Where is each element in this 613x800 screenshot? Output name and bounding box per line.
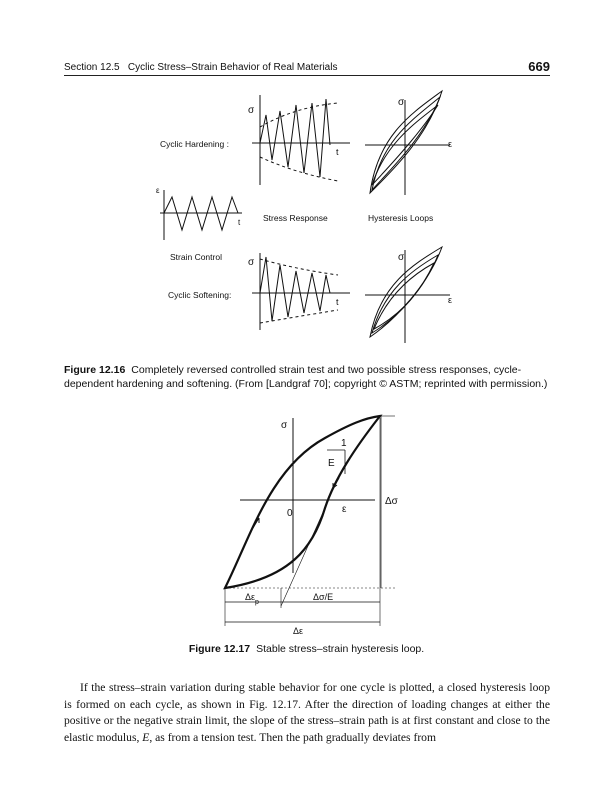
softening-stress-wave [260, 257, 330, 321]
cyclic-hardening-label: Cyclic Hardening : [160, 139, 229, 149]
hardening-loop-eps-label: ε [448, 139, 453, 149]
softening-loop-eps-label: ε [448, 295, 453, 305]
figure-12-16-caption-text: Completely reversed controlled strain test and two possible stress responses, cycle-dependent hardening and softening. (From [Landgraf 70]; copyright © ASTM; reprinted with permission.) [64, 364, 548, 390]
softening-sigma-label: σ [248, 257, 255, 268]
body-text-part-2: , as from a tension test. Then the path gradually deviates from [149, 730, 436, 744]
fig17-origin-label: 0 [287, 508, 293, 519]
hardening-stress-wave [260, 99, 330, 177]
softening-stress-response [248, 253, 350, 330]
softening-t-label: t [336, 297, 339, 307]
figure-12-17 [215, 408, 415, 640]
fig17-delta-sigma-label: Δσ [385, 496, 398, 507]
body-text-part-1: If the stress–strain variation during stable behavior for one cycle is plotted, a closed hysteresis loop is formed on each cycle, as shown in Fig. 12.17. After the direction of loading changes at either the positive or the negative strain limit, the slope of the stress–strain path is at first constant and close to the elastic modulus, [64, 681, 550, 744]
strain-eps-label: ε [156, 186, 160, 195]
hardening-sigma-label: σ [248, 105, 255, 116]
cyclic-softening-label: Cyclic Softening: [168, 290, 232, 300]
hysteresis-loop [225, 416, 380, 588]
fig17-sigma-label: σ [281, 420, 288, 431]
strain-control-label: Strain Control [170, 252, 222, 262]
hardening-loop-sigma-label: σ [398, 97, 405, 108]
figure-12-16 [150, 85, 490, 355]
fig17-delta-sigma-over-e-label: Δσ/E [313, 592, 334, 602]
fig17-delta-eps-label: Δε [293, 626, 304, 636]
softening-loop-1 [370, 247, 442, 337]
hardening-t-label: t [336, 147, 339, 157]
stress-response-label: Stress Response [263, 213, 328, 223]
body-text-modulus: E [142, 730, 150, 744]
hardening-loop-3 [370, 91, 442, 193]
loading-arrow-right [333, 478, 339, 488]
section-title: Section 12.5 Cyclic Stress–Strain Behavior of Real Materials [64, 62, 338, 73]
header-rule [64, 75, 550, 76]
figure-12-17-caption-text: Stable stress–strain hysteresis loop. [256, 643, 425, 655]
body-paragraph [64, 680, 550, 746]
fig17-slope-one-label: 1 [341, 438, 347, 449]
fig17-delta-eps-p-label: $\Delta\varepsilon_p$ [245, 592, 259, 606]
hardening-lower-envelope [260, 157, 338, 181]
page-number: 669 [528, 59, 550, 74]
softening-loop-sigma-label: σ [398, 252, 405, 263]
figure-12-16-caption-label: Figure 12.16 [64, 364, 126, 376]
figure-12-17-caption [0, 643, 613, 655]
figure-12-16-caption [64, 363, 550, 391]
hardening-hysteresis-loops [365, 91, 452, 195]
strain-t-label: t [238, 218, 241, 227]
fig17-epsilon-label: ε [342, 504, 347, 515]
hysteresis-loops-label: Hysteresis Loops [368, 213, 434, 223]
fig17-modulus-label: E [328, 458, 335, 469]
hardening-stress-response [248, 95, 350, 185]
softening-loop-3 [374, 263, 434, 329]
strain-control-input [156, 186, 242, 240]
softening-upper-envelope [260, 259, 338, 275]
figure-12-17-caption-label: Figure 12.17 [188, 643, 251, 655]
softening-hysteresis-loops [365, 247, 452, 343]
